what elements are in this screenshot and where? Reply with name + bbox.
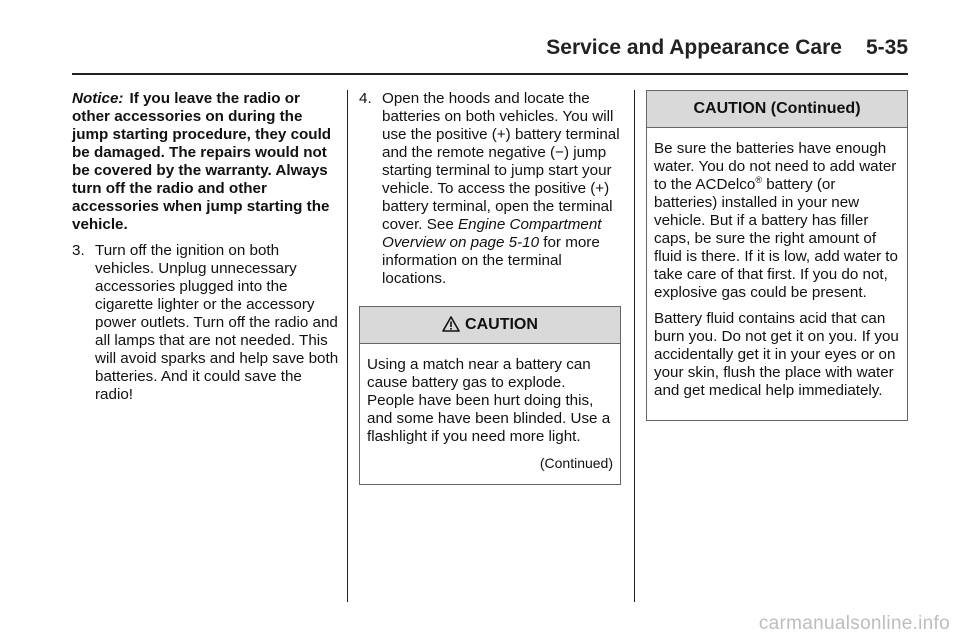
- page-number: 5-35: [865, 36, 908, 59]
- registered-mark: ®: [755, 174, 762, 185]
- notice-label: Notice:: [72, 90, 124, 107]
- column-left: [72, 90, 340, 412]
- section-title: Service and Appearance Care: [546, 36, 842, 59]
- caution-body: [360, 344, 620, 484]
- header-rule: [72, 73, 908, 75]
- caution-continued-para-2: Battery fluid contains acid that can burn you. Do not get it on you. If you accidentally get it in your eyes or on your skin, flush the place with water and get medical help immediately.: [654, 310, 899, 399]
- notice-text: If you leave the radio or other accessories on during the jump starting procedure, they could be damaged. The repairs would not be covered by the warranty. Always turn off the radio and other accessories when jump starting the vehicle.: [72, 90, 332, 233]
- caution-continued-header: CAUTION (Continued): [647, 91, 907, 128]
- warning-triangle-icon: [442, 316, 460, 332]
- page-header: [72, 36, 908, 60]
- column-middle: [359, 90, 621, 485]
- caution-continued-para-1: [654, 140, 900, 302]
- watermark: carmanualsonline.info: [758, 613, 950, 634]
- caution-text: Using a match near a battery can cause battery gas to explode. People have been hurt doing this, and some have been blinded. Use a flashlight if you need more light.: [367, 356, 611, 445]
- continued-label: (Continued): [539, 455, 613, 471]
- step-4-number: 4.: [359, 90, 372, 107]
- step-3-number: 3.: [72, 242, 85, 259]
- step-4-text-a: Open the hoods and locate the batteries on both vehicles. You will use the positive (+) battery terminal and the remote negative (−) jump starting terminal to jump start your vehicle. To access the positive (+) battery terminal, open the terminal cover. See: [382, 90, 620, 233]
- step-3: [72, 242, 340, 404]
- caution-continued-body: [647, 128, 907, 420]
- step-4-text-b: for more information on the terminal locations.: [382, 234, 600, 287]
- caution-title: CAUTION: [465, 316, 538, 333]
- column-divider-1: [347, 90, 348, 602]
- caution-header: [360, 307, 620, 344]
- caution-continued-box: [646, 90, 908, 421]
- para-1-text-a: Be sure the batteries have enough water. You do not need to add water to the ACDelco: [654, 140, 897, 193]
- column-divider-2: [634, 90, 635, 602]
- step-4: [359, 90, 621, 288]
- para-1-text-b: battery (or batteries) installed in your new vehicle. But if a battery has filler caps, be sure the right amount of fluid is there. If it is low, add water to take care of that first. If you do not, explosive gas could be present.: [654, 176, 898, 301]
- caution-box: [359, 306, 621, 485]
- engine-compartment-link[interactable]: Engine Compartment Overview on page 5-10: [382, 216, 602, 251]
- step-3-text: Turn off the ignition on both vehicles. Unplug unnecessary accessories plugged into the cigarette lighter or the accessory power outlets. Turn off the radio and all lamps that are not needed. This will avoid sparks and help save both batteries. And it could save the radio!: [95, 242, 339, 403]
- column-right: [646, 90, 908, 421]
- notice-paragraph: [72, 90, 340, 234]
